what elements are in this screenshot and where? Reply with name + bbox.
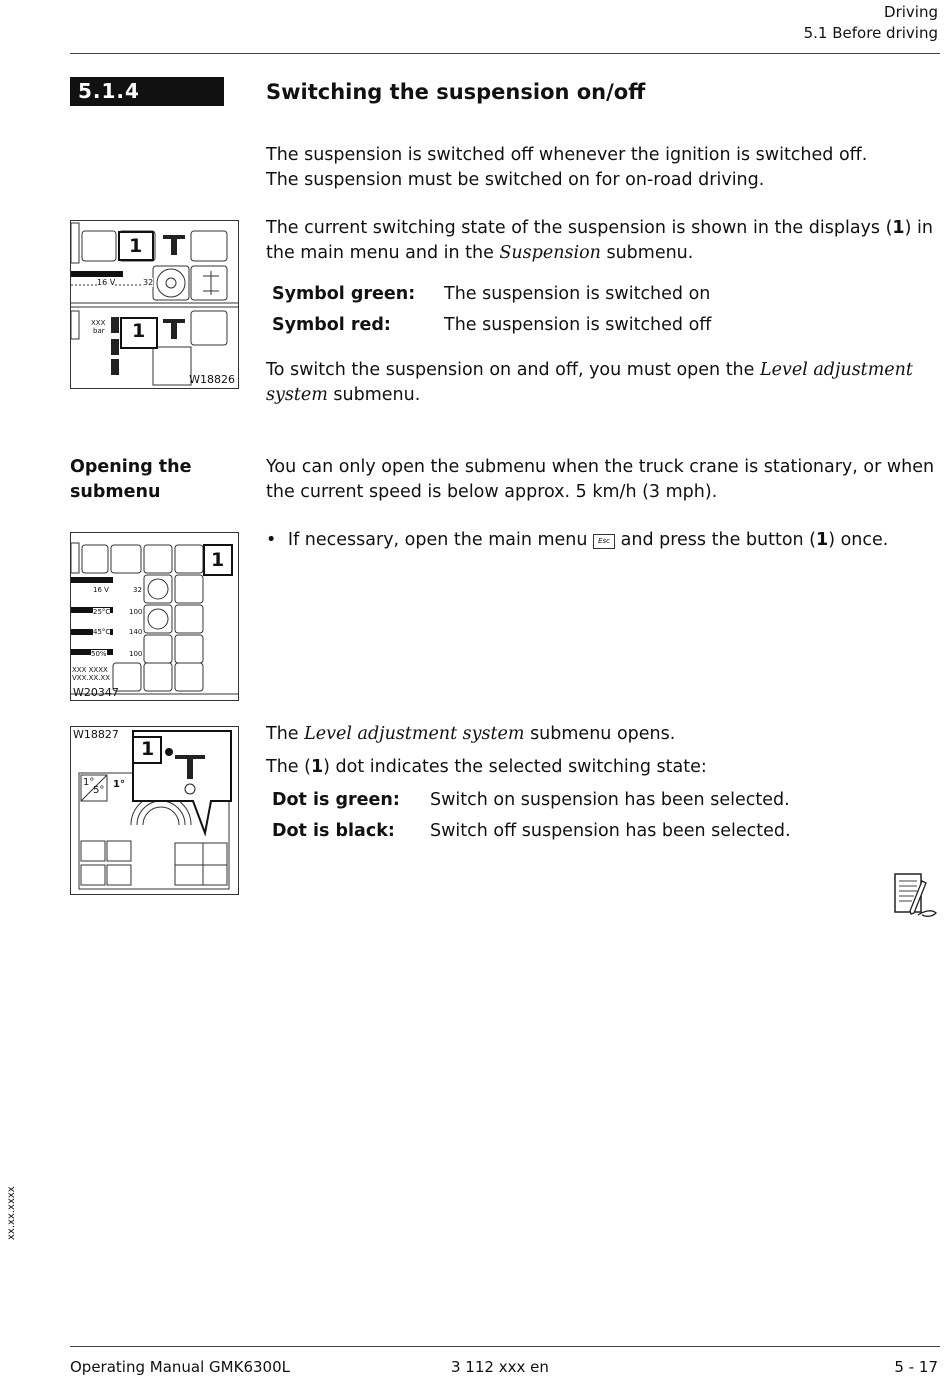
figure-1-callout: 1 [129,235,143,257]
result-italic: Level adjustment system [304,724,525,744]
figure-3-angle-2: 5° [93,785,105,796]
step-bullet-item [266,528,940,553]
intro-paragraph [266,143,940,193]
result-text-2: submenu opens. [524,724,676,744]
footer-rule [70,1346,940,1347]
switch-text-2: submenu. [327,385,421,405]
side-date-code: xx.xx.xxxx [6,1186,17,1240]
state-text-2: ) in the main menu and in the [266,218,933,263]
switch-text-1: To switch the suspension on and off, you must open the [266,360,760,380]
display-diagram-1 [71,221,238,388]
dot-text-2: ) dot indicates the selected switching state: [323,757,707,777]
bullet-icon: • [266,530,277,550]
esc-key-icon: Esc [593,534,615,549]
figure-display-main-menu-2 [70,532,239,701]
section-title: Switching the suspension on/off [266,80,646,104]
header-chapter: Driving [884,3,938,21]
side-heading-opening [70,455,250,505]
notes-icon [892,871,938,923]
header-rule [70,53,940,54]
display-diagram-3 [71,727,238,894]
state-italic: Suspension [499,243,601,263]
side-heading-line-2: submenu [70,482,161,502]
dot-ref: 1 [310,757,324,777]
symbol-green-value: The suspension is switched on [444,284,711,304]
figure-2-temp2: 45°C [93,628,111,636]
dot-black-key: Dot is black: [272,821,395,841]
state-paragraph [266,216,940,266]
state-text-3: submenu. [600,243,694,263]
dot-black-value: Switch off suspension has been selected. [430,821,791,841]
intro-line-1: The suspension is switched off whenever the ignition is switched off. [266,145,868,165]
step-text-2: and press the button ( [620,530,817,550]
figure-1-bar: bar [93,327,105,335]
intro-line-2: The suspension must be switched on for on-road driving. [266,170,765,190]
step-text-3: ) once. [828,530,889,550]
figure-2-v32: 32 [133,586,142,594]
figure-2-temp2-max: 140 [129,628,143,636]
step-ref: 1 [816,530,829,550]
footer-manual: Operating Manual GMK6300L [70,1358,290,1376]
result-paragraph [266,722,940,747]
figure-2-xxx: XXX XXXX [72,666,108,674]
figure-1-xxx: XXX [91,319,106,327]
figure-2-version: VXX.XX.XX [72,674,111,682]
figure-2-id: W20347 [73,686,119,699]
figure-2-pct-max: 100 [129,650,143,658]
state-ref: 1 [892,218,905,238]
figure-level-adjustment-submenu [70,726,239,895]
dot-green-value: Switch on suspension has been selected. [430,790,790,810]
figure-2-volt: 16 V [93,586,109,594]
symbol-red-key: Symbol red: [272,315,391,335]
figure-1-id: W18826 [189,373,235,386]
footer-doc-number: 3 112 xxx en [451,1358,549,1376]
dot-green-key: Dot is green: [272,790,400,810]
switch-italic-1: Level adjustment [759,360,913,380]
symbol-red-value: The suspension is switched off [444,315,712,335]
figure-3-angle-1: 1° [83,777,95,788]
figure-1-callout-2: 1 [132,320,146,342]
state-text-1: The current switching state of the suspension is shown in the displays ( [266,218,893,238]
switch-paragraph [266,358,940,408]
figure-1-max: 32 [143,278,154,287]
figure-3-callout: 1 [141,738,155,760]
opening-line-2: the current speed is below approx. 5 km/h (3 mph). [266,482,718,502]
opening-paragraph [266,455,940,505]
footer-page-number: 5 - 17 [894,1358,938,1376]
header-section: 5.1 Before driving [803,24,938,42]
figure-display-main-menu [70,220,239,389]
figure-3-id: W18827 [73,728,119,741]
opening-line-1: You can only open the submenu when the truck crane is stationary, or when [266,457,935,477]
switch-italic-2: system [266,385,328,405]
dot-text-1: The ( [266,757,311,777]
side-heading-line-1: Opening the [70,457,192,477]
figure-3-angle-3: 1° [113,779,125,790]
figure-2-temp1: 25°C [93,608,111,616]
figure-2-callout: 1 [211,549,225,571]
figure-2-pct: 50% [91,650,107,658]
step-text-1: If necessary, open the main menu [287,530,588,550]
symbol-green-key: Symbol green: [272,284,416,304]
figure-2-temp1-max: 100 [129,608,143,616]
section-number: 5.1.4 [70,77,224,106]
figure-1-volt: 16 V [97,278,116,287]
dot-paragraph [266,755,940,780]
result-text-1: The [266,724,305,744]
